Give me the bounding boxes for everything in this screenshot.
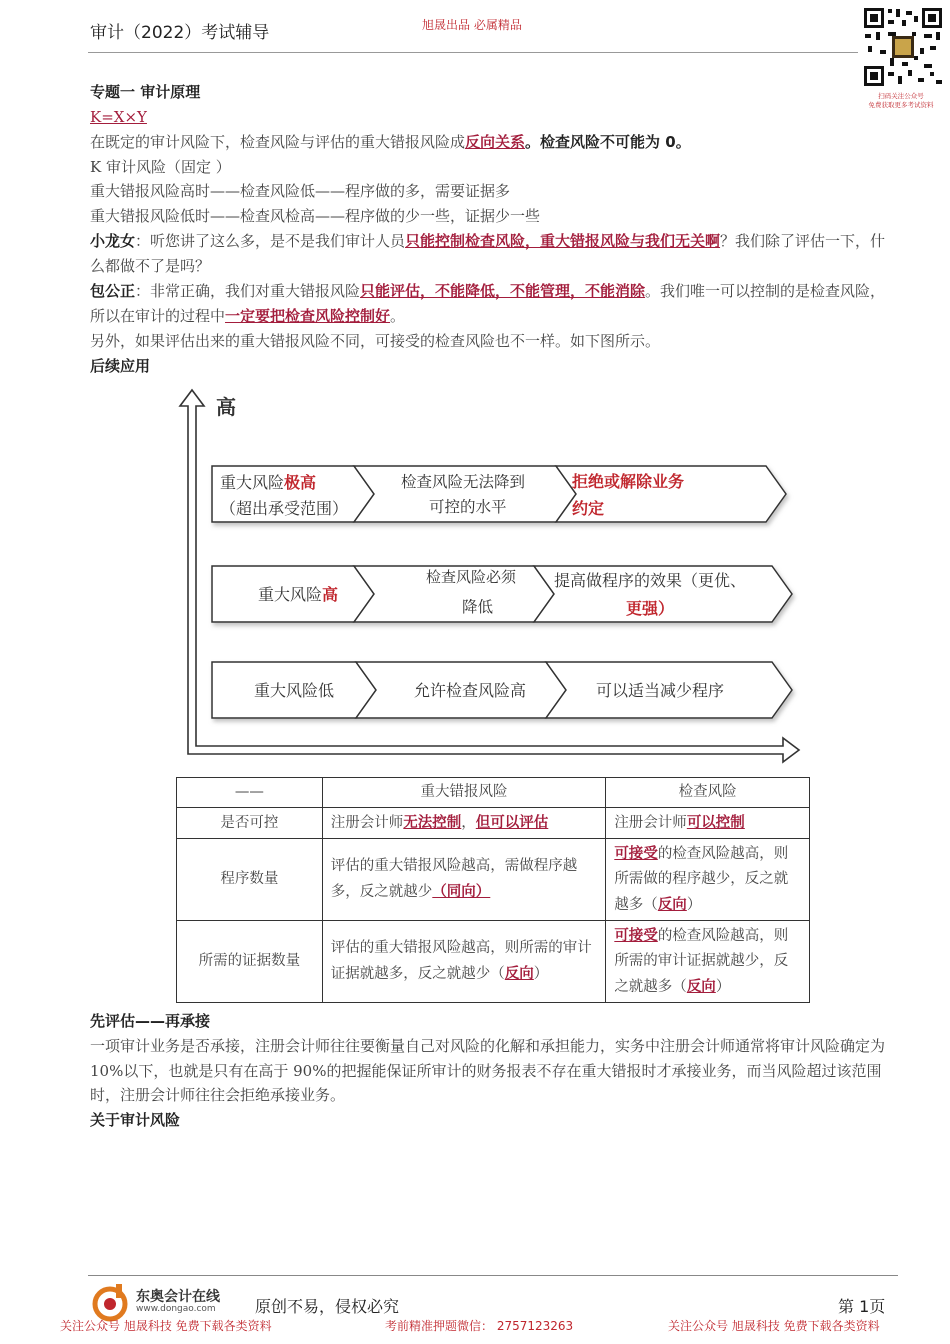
paragraph-6: 包公正：非常正确，我们对重大错报风险只能评估，不能降低，不能管理，不能消除。我们唯一可以控制的是检查风险，所以在审计的过程中一定要把检查风险控制好。 [90,282,886,325]
subheading-assess-first: 先评估——再承接 [90,1012,211,1030]
row3-c1: 可以适当减少程序 [596,681,725,700]
svg-text:重大风险高 [258,585,338,604]
header-brand: 旭晟出品 必属精品 [422,18,522,32]
subheading-follow-up: 后续应用 [90,357,151,375]
qr-code-icon [862,6,944,88]
table-row [177,921,810,1003]
table-header: 重大错报风险 [322,778,606,808]
row1-c2: 约定 [572,499,605,518]
row1-c1: 拒绝或解除业务 [572,472,685,491]
qr-caption: 扫码关注公众号 免费获取更多考试资料 [868,92,934,109]
page-number: 第 1页 [838,1297,886,1316]
row2-b1: 检查风险必须 [426,568,517,586]
paragraph-8: 一项审计业务是否承接，注册会计师往往要衡量自己对风险的化解和承担能力，实务中注册会计师通常将审计风险确定为 10%以下，也就是只有在高于 90%的把握能保证所审计的财务报表不存在重大错报时才承接业务，而当风险超过该范围时，注册会计师往往会拒绝承接业务。 [90,1037,886,1104]
footer-slogan: 原创不易，侵权必究 [255,1297,400,1316]
row3-b1: 允许检查风险高 [414,681,527,700]
paragraph-5: 小龙女：听您讲了这么多，是不是我们审计人员只能控制检查风险，重大错报风险与我们无关啊？我们除了评估一下，什么都做不了是吗？ [90,232,886,275]
row3-a1: 重大风险低 [254,681,335,700]
row1-a3: （超出承受范围） [220,499,349,518]
row1-b2: 可控的水平 [429,498,507,516]
row2-c1: 提高做程序的效果（更优、 [554,571,747,590]
footer-left-note: 关注公众号 旭晟科技 免费下载各类资料 [60,1319,272,1333]
footer-logo-url: www.dongao.com [136,1304,216,1314]
header-title: 审计（2022）考试辅导 [90,23,270,43]
paragraph-7: 另外，如果评估出来的重大错报风险不同，可接受的检查风险也不一样。如下图所示。 [90,332,661,350]
paragraph-4: 重大错报风险低时——检查风检高——程序做的少一些，证据少一些 [90,207,541,225]
row2-a1: 重大风险 [258,585,323,604]
svg-text:重大风险极高 [220,473,316,492]
formula: K=X×Y [90,108,147,126]
comparison-table [176,777,810,1003]
table-header: 检查风险 [606,778,810,808]
row1-b1: 检查风险无法降到 [401,473,526,491]
table-header: —— [177,778,323,808]
table-cell: 注册会计师无法控制，但可以评估 [322,808,606,839]
row1-a2: 极高 [284,473,317,492]
footer-logo-name: 东奥会计在线 [136,1289,220,1305]
paragraph-1: 在既定的审计风险下，检查风险与评估的重大错报风险成反向关系。检查风险不可能为 0。 [90,133,691,151]
table-cell: 可接受的检查风险越高，则所需做的程序越少，反之就越多（反向） [606,839,810,921]
row-label: 程序数量 [177,839,323,921]
table-cell: 可接受的检查风险越高，则所需的审计证据就越少，反之就越多（反向） [606,921,810,1003]
header-divider [88,52,858,53]
table-row [177,808,810,839]
footer-center-note: 考前精准押题微信： 2757123263 [385,1319,574,1333]
axis-label-high: 高 [216,395,236,419]
topic-heading: 专题一 审计原理 [90,83,201,101]
table-header-row [177,778,810,808]
row2-b2: 降低 [462,598,494,616]
paragraph-2: K 审计风险（固定 ） [90,158,231,176]
table-row [177,839,810,921]
dongao-logo-icon [90,1282,130,1322]
paragraph-3: 重大错报风险高时——检查风险低——程序做的多，需要证据多 [90,182,511,200]
row-label: 是否可控 [177,808,323,839]
subheading-audit-risk: 关于审计风险 [90,1111,181,1129]
row1-a1: 重大风险 [220,473,285,492]
row2-c2: 更强） [626,599,675,618]
row-label: 所需的证据数量 [177,921,323,1003]
row2-a2: 高 [322,585,339,604]
table-cell: 注册会计师可以控制 [606,808,810,839]
risk-diagram [176,384,806,774]
footer-divider [88,1275,898,1276]
footer-right-note: 关注公众号 旭晟科技 免费下载各类资料 [668,1319,880,1333]
table-cell: 评估的重大错报风险越高，需做程序越多，反之就越少（同向） [322,839,606,921]
table-cell: 评估的重大错报风险越高，则所需的审计证据就越多，反之就越少（反向） [322,921,606,1003]
